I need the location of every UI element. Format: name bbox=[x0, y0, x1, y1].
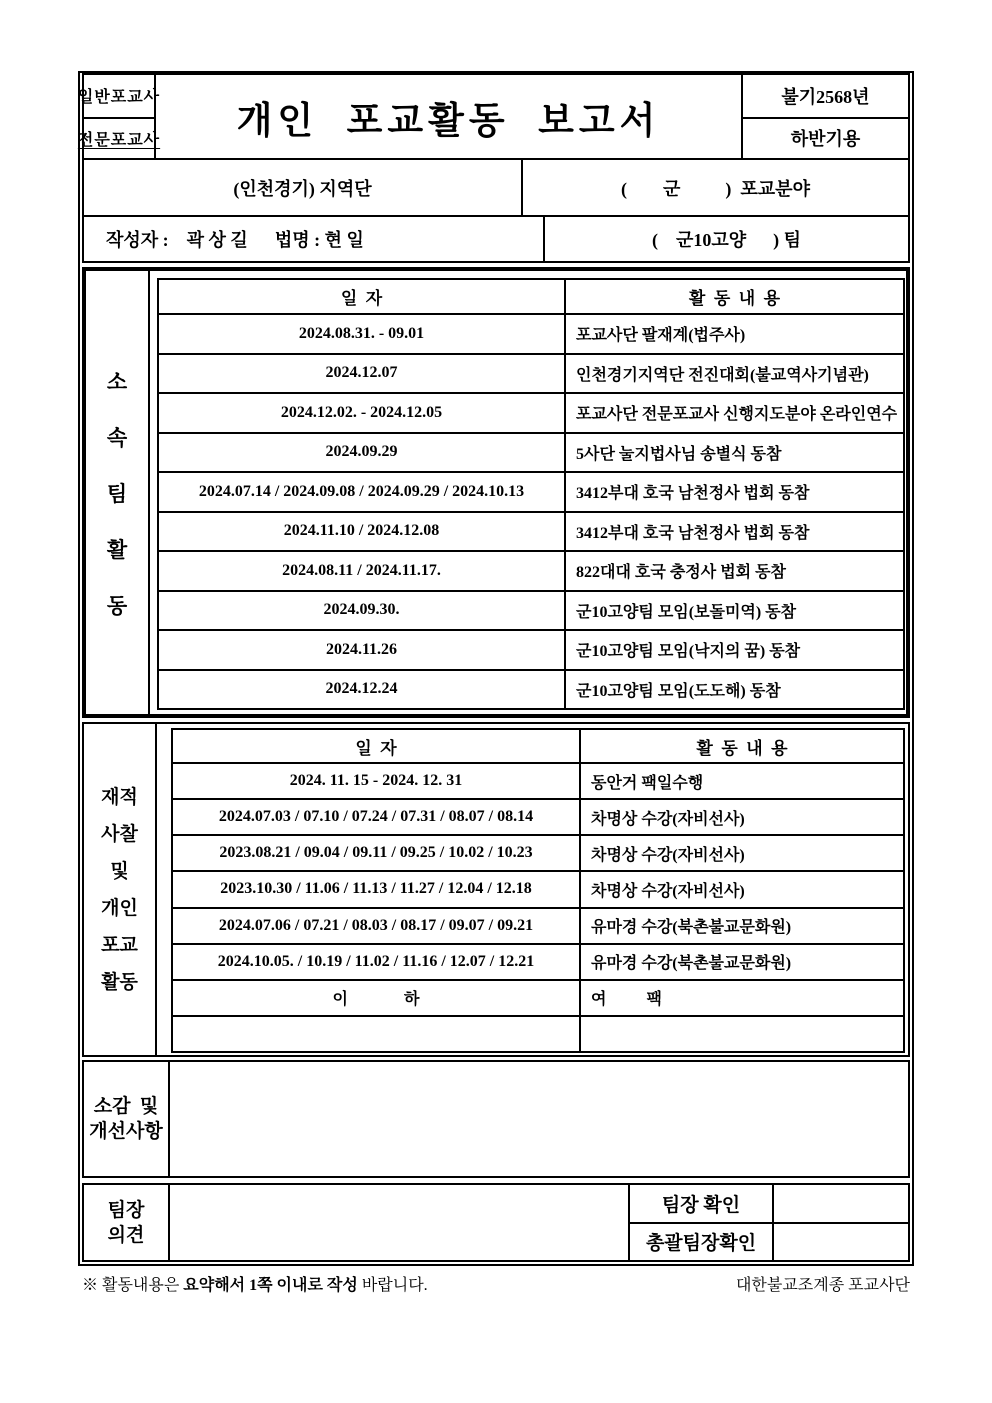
footer-note-prefix: ※ 활동내용은 bbox=[82, 1277, 184, 1294]
table-row bbox=[159, 511, 903, 551]
leader-opinion-side-label bbox=[84, 1185, 170, 1260]
table-row bbox=[159, 629, 903, 669]
date-cell: 2024.09.30. bbox=[159, 592, 566, 630]
general-leader-confirm-row bbox=[630, 1224, 908, 1261]
side-label-line: 포교 bbox=[101, 934, 138, 956]
writer-cell bbox=[84, 217, 543, 261]
table-row bbox=[173, 1015, 903, 1051]
side-label-line: 개인 bbox=[101, 897, 138, 919]
side-label-line: 사찰 bbox=[101, 823, 138, 845]
table-row bbox=[173, 762, 903, 798]
writer-label: 작성자 : 곽 상 길 법명 : 현 일 bbox=[106, 230, 364, 250]
date-cell: 2024.08.11 / 2024.11.17. bbox=[159, 552, 566, 590]
leader-opinion-label-line1: 팀장 bbox=[107, 1199, 145, 1221]
table-row bbox=[173, 870, 903, 906]
remarks-side-label bbox=[84, 1062, 170, 1176]
date-cell: 2024.11.26 bbox=[159, 631, 566, 669]
content-cell: 여 팩 bbox=[591, 991, 662, 1009]
section-leader-opinion bbox=[82, 1183, 910, 1262]
table-row bbox=[173, 979, 903, 1015]
header-title-row bbox=[77, 75, 908, 158]
page-title: 개인 포교활동 보고서 bbox=[236, 100, 661, 142]
side-label-char: 소 bbox=[106, 369, 128, 394]
table-row bbox=[159, 471, 903, 511]
general-leader-confirm-cell: 총괄팀장확인 bbox=[630, 1224, 774, 1261]
content-cell: 유마경 수강(북촌불교문화원) bbox=[591, 919, 792, 937]
table-header-row bbox=[173, 730, 903, 762]
table-row bbox=[173, 834, 903, 870]
content-cell: 3412부대 호국 남천정사 법회 동참 bbox=[576, 485, 810, 503]
content-cell: 3412부대 호국 남천정사 법회 동참 bbox=[576, 524, 810, 542]
table-row bbox=[159, 353, 903, 393]
column-header-content: 활 동 내 용 bbox=[688, 289, 781, 308]
era-year-label: 불기2568년 bbox=[781, 86, 870, 107]
date-cell bbox=[173, 1017, 581, 1051]
footer-note-bold: 요약해서 1쪽 이내로 작성 bbox=[183, 1277, 358, 1294]
date-cell: 2024.07.14 / 2024.09.08 / 2024.09.29 / 2024.10.13 bbox=[159, 473, 566, 511]
footer bbox=[82, 1272, 910, 1295]
date-cell: 2024.12.02. - 2024.12.05 bbox=[159, 394, 566, 432]
remarks-label-line1: 소감 및 bbox=[93, 1096, 159, 1117]
remarks-label-line2: 개선사항 bbox=[89, 1121, 163, 1142]
leader-opinion-label-line2: 의견 bbox=[107, 1224, 145, 1246]
term-cell bbox=[743, 119, 908, 158]
table-row bbox=[159, 432, 903, 472]
content-cell: 군10고양팀 모임(도도해) 동참 bbox=[576, 682, 781, 700]
table-row bbox=[173, 943, 903, 979]
content-cell: 5사단 눌지법사님 송별식 동참 bbox=[576, 445, 782, 463]
date-cell: 2023.08.21 / 09.04 / 09.11 / 09.25 / 10.02 / 10.23 bbox=[173, 836, 581, 870]
header-table bbox=[77, 73, 910, 263]
content-cell: 군10고양팀 모임(보돌미역) 동참 bbox=[576, 603, 797, 621]
region-cell bbox=[84, 160, 521, 215]
date-cell: 이 하 bbox=[173, 981, 581, 1015]
date-cell: 2023.10.30 / 11.06 / 11.13 / 11.27 / 12.04 / 12.18 bbox=[173, 872, 581, 906]
date-cell: 2024.10.05. / 10.19 / 11.02 / 11.16 / 12.07 / 12.21 bbox=[173, 945, 581, 979]
content-cell: 차명상 수강(자비선사) bbox=[591, 882, 745, 900]
general-leader-confirm-sign-area bbox=[774, 1224, 908, 1261]
content-cell bbox=[581, 1017, 903, 1051]
date-cell: 2024.12.07 bbox=[159, 355, 566, 393]
team-activity-side-label bbox=[86, 271, 150, 714]
header-region-row bbox=[84, 158, 908, 215]
term-label: 하반기용 bbox=[790, 129, 861, 150]
side-label-line: 및 bbox=[110, 860, 129, 882]
content-cell: 포교사단 전문포교사 신행지도분야 온라인연수 bbox=[576, 406, 898, 424]
table-row bbox=[159, 669, 903, 709]
side-label-char: 활 bbox=[106, 537, 128, 562]
team-cell bbox=[543, 217, 908, 261]
mission-field-label: ( 군 ) 포교분야 bbox=[621, 178, 810, 199]
column-header-date: 일 자 bbox=[173, 730, 581, 762]
content-cell: 포교사단 팔재계(법주사) bbox=[576, 327, 746, 345]
badge-professional-label: 전문포교사 bbox=[77, 131, 161, 149]
era-box bbox=[741, 75, 908, 158]
table-row bbox=[159, 590, 903, 630]
badge-general-label: 일반포교사 bbox=[77, 89, 161, 107]
date-cell: 2024.07.06 / 07.21 / 08.03 / 08.17 / 09.07 / 09.21 bbox=[173, 909, 581, 943]
region-label: (인천경기) 지역단 bbox=[233, 178, 372, 199]
badge-professional-missionary bbox=[77, 119, 161, 158]
table-row bbox=[159, 550, 903, 590]
title-cell bbox=[156, 75, 741, 158]
table-header-row bbox=[159, 280, 903, 313]
footer-note bbox=[82, 1272, 428, 1295]
personal-activity-table bbox=[171, 728, 905, 1053]
date-cell: 2024.12.24 bbox=[159, 671, 566, 709]
leader-opinion-content-area bbox=[172, 1185, 628, 1260]
remarks-content-area bbox=[172, 1062, 908, 1176]
date-cell: 2024.09.29 bbox=[159, 434, 566, 472]
table-row bbox=[159, 392, 903, 432]
column-header-content: 활 동 내 용 bbox=[696, 738, 788, 758]
side-label-char: 팀 bbox=[106, 481, 128, 506]
header-writer-row bbox=[84, 215, 908, 261]
content-cell: 822대대 호국 충정사 법회 동참 bbox=[576, 564, 787, 582]
content-cell: 차명상 수강(자비선사) bbox=[591, 810, 745, 828]
side-label-char: 동 bbox=[106, 593, 128, 618]
footer-note-suffix: 바랍니다. bbox=[357, 1277, 428, 1294]
date-cell: 2024.11.10 / 2024.12.08 bbox=[159, 513, 566, 551]
leader-confirm-row bbox=[630, 1185, 908, 1224]
content-cell: 동안거 팩일수행 bbox=[591, 774, 704, 792]
leader-confirm-cell: 팀장 확인 bbox=[630, 1185, 774, 1222]
content-cell: 군10고양팀 모임(낙지의 꿈) 동참 bbox=[576, 643, 801, 661]
table-row bbox=[173, 798, 903, 834]
side-label-line: 재적 bbox=[101, 786, 138, 808]
section-remarks bbox=[82, 1060, 910, 1178]
content-cell: 유마경 수강(북촌불교문화원) bbox=[591, 955, 792, 973]
badge-general-missionary bbox=[77, 75, 161, 119]
table-row bbox=[173, 907, 903, 943]
personal-activity-side-label bbox=[84, 724, 157, 1055]
section-personal-activity bbox=[82, 722, 910, 1057]
date-cell: 2024. 11. 15 - 2024. 12. 31 bbox=[173, 764, 581, 798]
missionary-type-box bbox=[77, 75, 161, 158]
leader-confirm-sign-area bbox=[774, 1185, 908, 1222]
team-label: ( 군10고양 ) 팀 bbox=[651, 230, 802, 250]
content-cell: 인천경기지역단 전진대회(불교역사기념관) bbox=[576, 366, 869, 384]
side-label-line: 활동 bbox=[101, 971, 138, 993]
content-cell: 차명상 수강(자비선사) bbox=[591, 846, 745, 864]
section-team-activity bbox=[82, 267, 910, 718]
footer-org: 대한불교조계종 포교사단 bbox=[735, 1277, 910, 1294]
confirm-table bbox=[628, 1185, 908, 1260]
column-header-date: 일 자 bbox=[159, 280, 566, 313]
table-row bbox=[159, 313, 903, 353]
side-label-char: 속 bbox=[106, 425, 128, 450]
era-year-cell bbox=[743, 75, 908, 119]
team-activity-table bbox=[157, 278, 905, 710]
mission-field-cell bbox=[521, 160, 908, 215]
date-cell: 2024.07.03 / 07.10 / 07.24 / 07.31 / 08.07 / 08.14 bbox=[173, 800, 581, 834]
date-cell: 2024.08.31. - 09.01 bbox=[159, 315, 566, 353]
